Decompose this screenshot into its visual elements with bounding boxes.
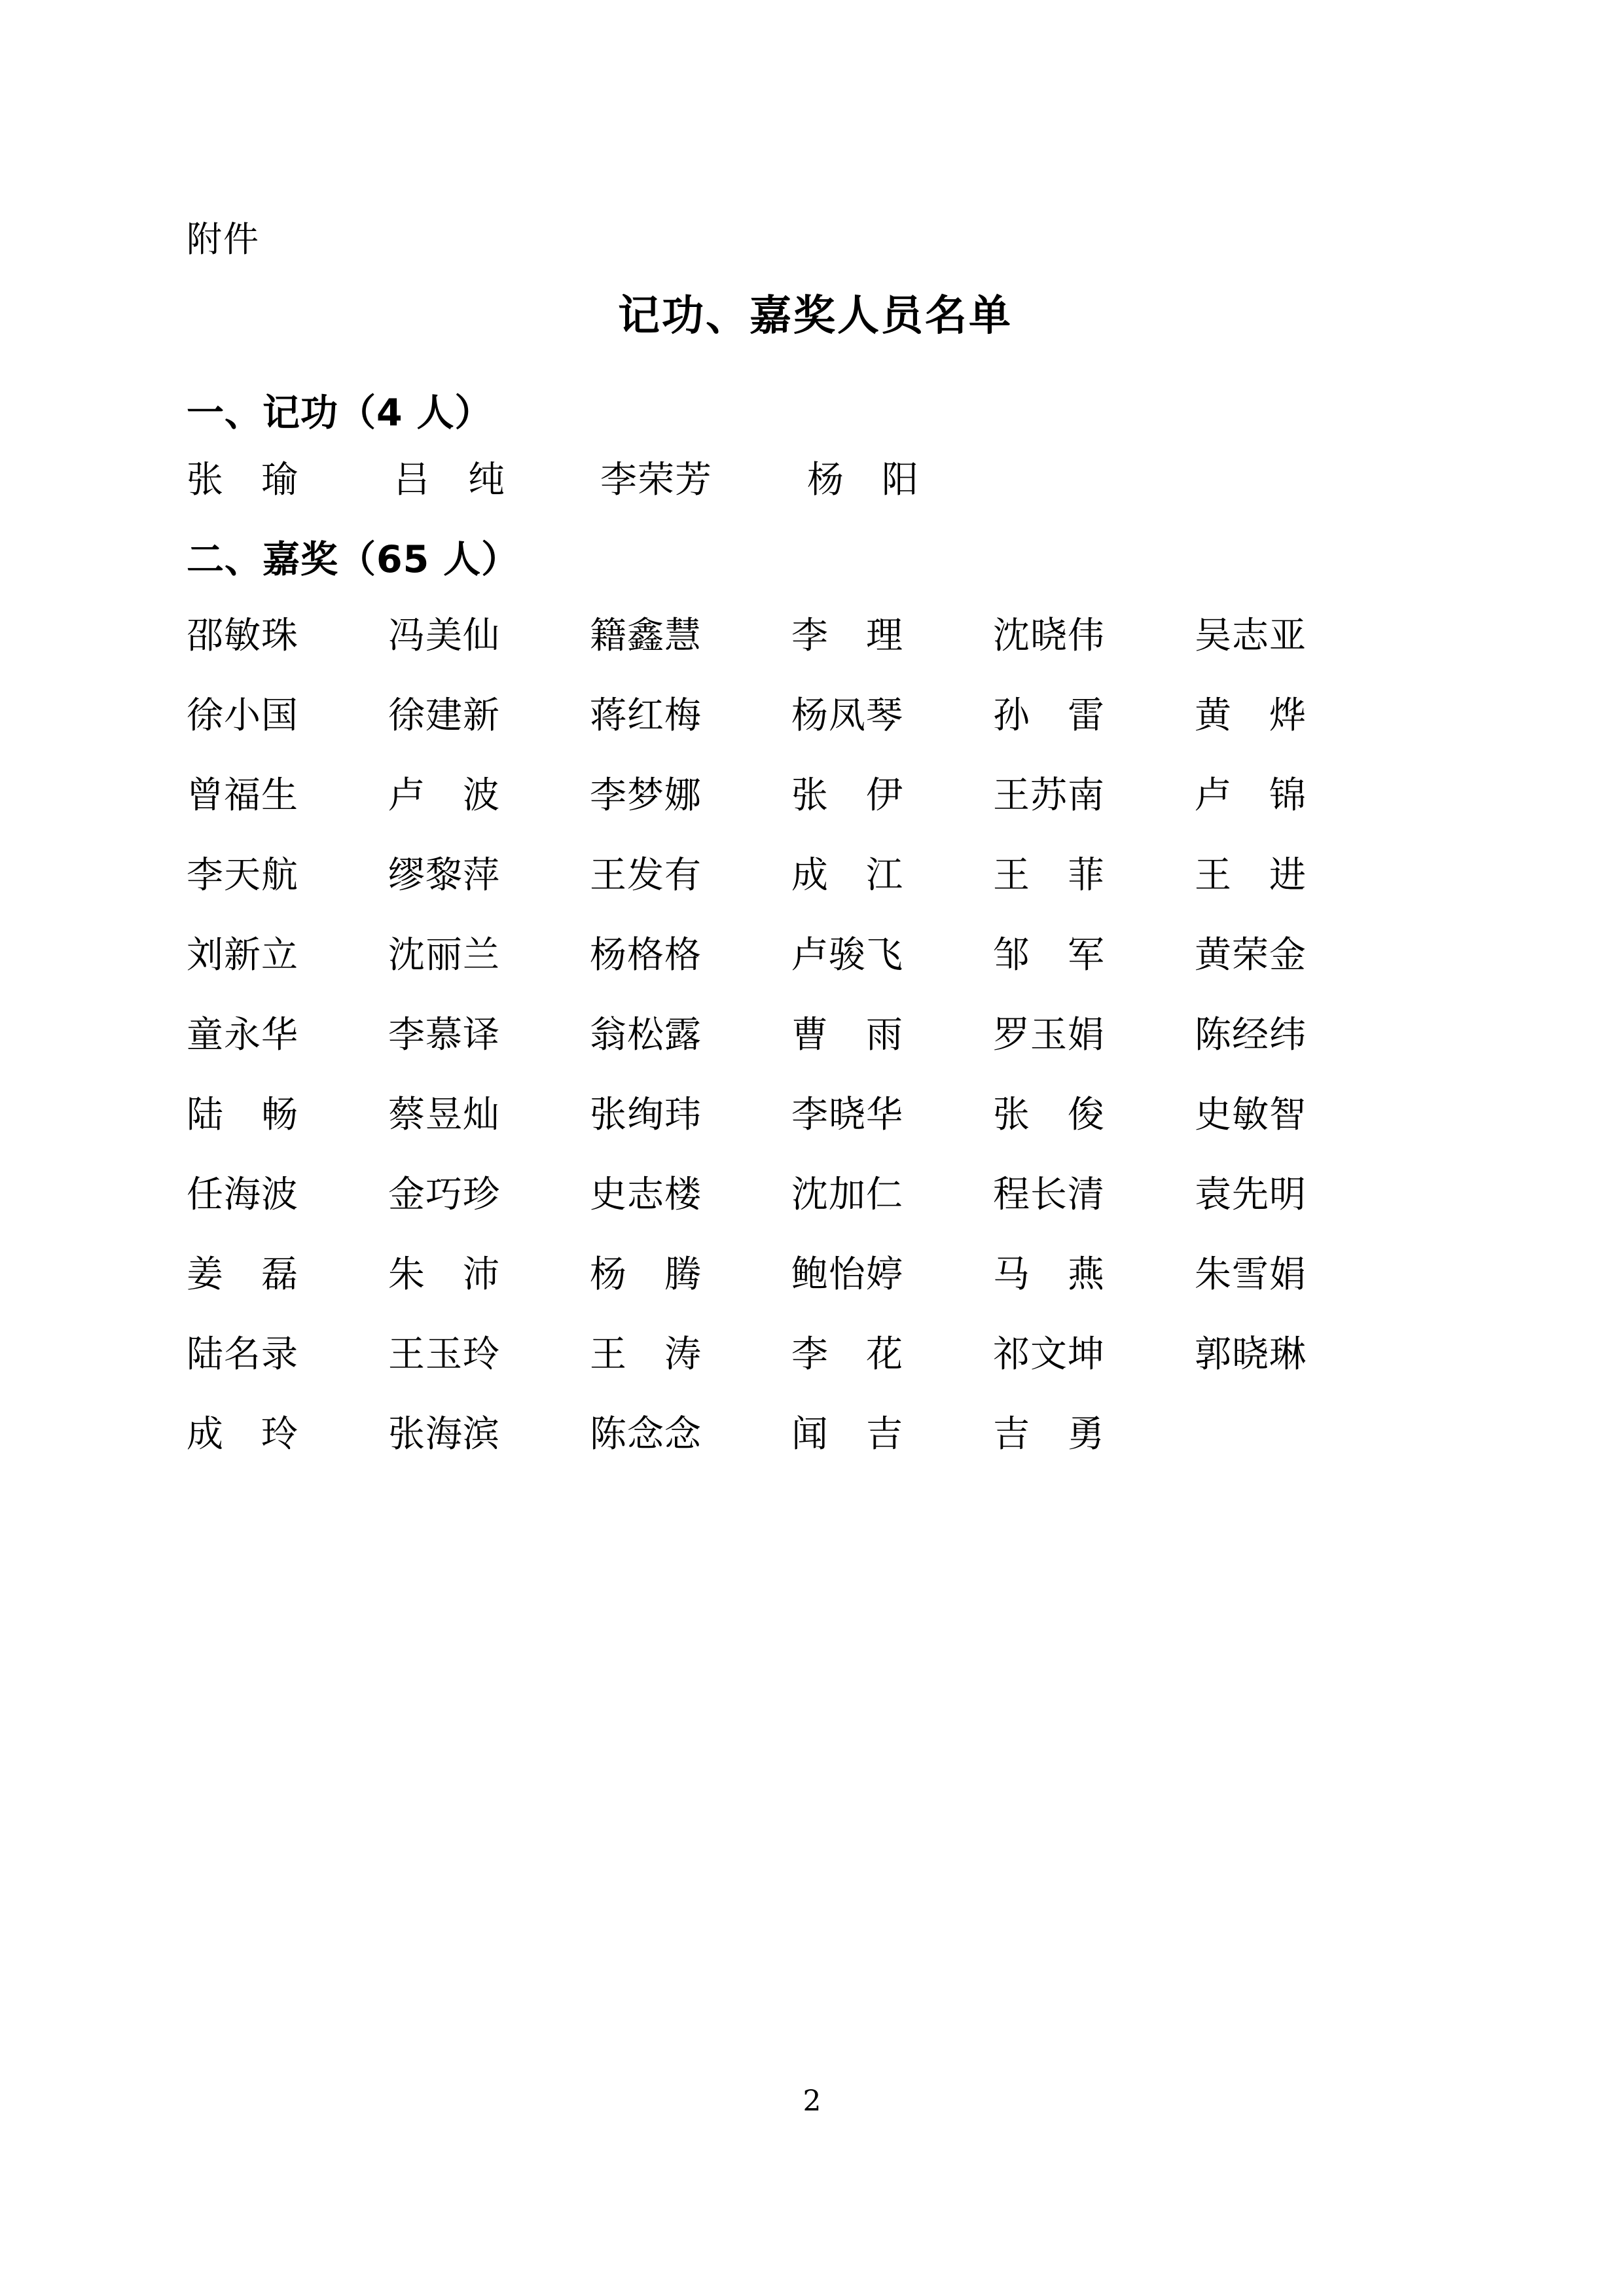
person-name: 李 理 — [791, 614, 903, 657]
person-name: 陈经纬 — [1195, 1013, 1307, 1056]
person-name: 缪黎萍 — [388, 853, 500, 897]
commendation-name-list — [187, 614, 1444, 1456]
person-name: 张 俊 — [993, 1093, 1105, 1136]
person-name: 鲍怡婷 — [791, 1253, 903, 1296]
person-name: 黄荣金 — [1195, 933, 1307, 977]
person-name: 徐小国 — [187, 694, 298, 737]
person-name: 吉 勇 — [993, 1412, 1105, 1456]
person-name: 张海滨 — [388, 1412, 500, 1456]
person-name: 李梦娜 — [590, 774, 702, 817]
person-name: 任海波 — [187, 1173, 298, 1216]
person-name: 朱雪娟 — [1195, 1253, 1307, 1296]
person-name: 孙 雷 — [993, 694, 1105, 737]
merit-name-list — [187, 457, 1444, 503]
person-name: 金巧珍 — [388, 1173, 500, 1216]
person-name: 吴志亚 — [1195, 614, 1307, 657]
person-name: 李晓华 — [791, 1093, 903, 1136]
person-name: 张 瑜 — [187, 459, 298, 502]
person-name: 张 伊 — [791, 774, 903, 817]
person-name: 卢骏飞 — [791, 933, 903, 977]
person-name: 杨格格 — [590, 933, 702, 977]
attachment-label: 附件 — [187, 219, 260, 260]
person-name: 郭晓琳 — [1195, 1333, 1307, 1376]
person-name: 蒋红梅 — [590, 694, 702, 737]
person-name: 徐建新 — [388, 694, 500, 737]
person-name: 姜 磊 — [187, 1253, 298, 1296]
person-name: 邵敏珠 — [187, 614, 298, 657]
person-name: 杨 阳 — [807, 459, 919, 502]
person-name: 籍鑫慧 — [590, 614, 702, 657]
person-name: 沈晓伟 — [993, 614, 1105, 657]
person-name: 王 进 — [1195, 853, 1307, 897]
person-name: 朱 沛 — [388, 1253, 500, 1296]
person-name: 翁松露 — [590, 1013, 702, 1056]
person-name: 罗玉娟 — [993, 1013, 1105, 1056]
person-name: 曹 雨 — [791, 1013, 903, 1056]
person-name: 沈丽兰 — [388, 933, 500, 977]
person-name: 成 玲 — [187, 1412, 298, 1456]
page-number: 2 — [803, 2085, 821, 2118]
person-name: 黄 烨 — [1195, 694, 1307, 737]
person-name: 沈加仁 — [791, 1173, 903, 1216]
person-name: 陈念念 — [590, 1412, 702, 1456]
section-heading-commendation: 二、嘉奖（65 人） — [187, 538, 520, 582]
person-name: 李 花 — [791, 1333, 903, 1376]
person-name: 程长清 — [993, 1173, 1105, 1216]
person-name: 杨 腾 — [590, 1253, 702, 1296]
person-name: 成 江 — [791, 853, 903, 897]
page-title: 记功、嘉奖人员名单 — [618, 291, 1013, 340]
document-content — [187, 217, 1444, 1456]
person-name: 李天航 — [187, 853, 298, 897]
person-name: 刘新立 — [187, 933, 298, 977]
person-name: 吕 纯 — [393, 459, 505, 502]
person-name: 王 菲 — [993, 853, 1105, 897]
person-name: 曾福生 — [187, 774, 298, 817]
person-name: 陆 畅 — [187, 1093, 298, 1136]
person-name: 邹 军 — [993, 933, 1105, 977]
person-name: 袁先明 — [1195, 1173, 1307, 1216]
person-name: 王玉玲 — [388, 1333, 500, 1376]
person-name: 闻 吉 — [791, 1412, 903, 1456]
person-name: 杨凤琴 — [791, 694, 903, 737]
person-name: 卢 波 — [388, 774, 500, 817]
person-name: 祁文坤 — [993, 1333, 1105, 1376]
person-name: 史敏智 — [1195, 1093, 1307, 1136]
person-name: 王苏南 — [993, 774, 1105, 817]
person-name: 王发有 — [590, 853, 702, 897]
person-name: 王 涛 — [590, 1333, 702, 1376]
person-name: 卢 锦 — [1195, 774, 1307, 817]
person-name: 童永华 — [187, 1013, 298, 1056]
person-name: 蔡昱灿 — [388, 1093, 500, 1136]
person-name: 马 燕 — [993, 1253, 1105, 1296]
person-name: 冯美仙 — [388, 614, 500, 657]
person-name: 史志楼 — [590, 1173, 702, 1216]
person-name: 张绚玮 — [590, 1093, 702, 1136]
section-heading-merit: 一、记功（4 人） — [187, 391, 493, 435]
person-name: 李荣芳 — [600, 459, 712, 502]
person-name: 陆名录 — [187, 1333, 298, 1376]
person-name: 李慕译 — [388, 1013, 500, 1056]
